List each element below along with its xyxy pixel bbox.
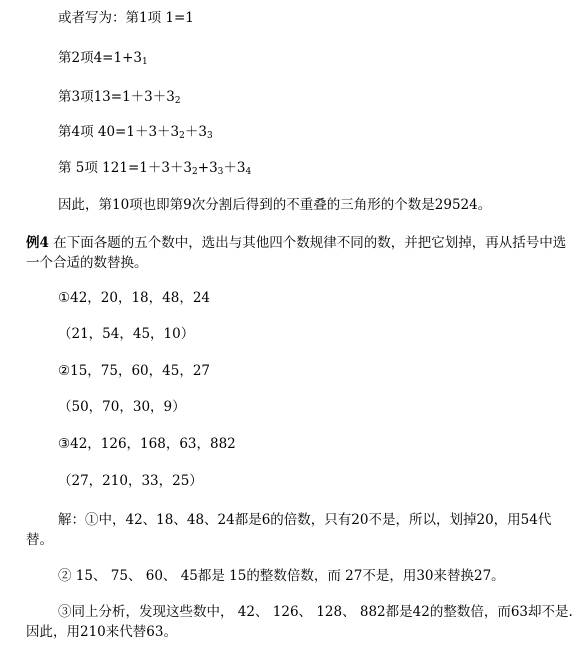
question-1: ①42，20，18，48，24 — [58, 290, 210, 306]
term-5-mid-a: +3 — [197, 160, 218, 176]
term-4-sub-b: 3 — [206, 131, 213, 141]
term-4-mid: ＋3 — [184, 124, 207, 140]
term-2-text: 第2项4=1+3 — [58, 50, 142, 66]
line-conclusion: 因此，第10项也即第9次分割后得到的不重叠的三角形的个数是29524。 — [58, 197, 492, 213]
solution-3: ③同上分析，发现这些数中， 42、 126、 128、 882都是42的整数倍，而63却不是.因此，用210来代替63。 — [26, 604, 573, 640]
line-term-5 — [58, 159, 251, 181]
question-2-options: （50，70，30，9） — [58, 399, 186, 415]
solution-2: ② 15、 75、 60、 45都是 15的整数倍数，而 27不是，用30来替换27。 — [58, 568, 505, 584]
question-3: ③42，126，168，63，882 — [58, 436, 236, 452]
question-3-options: （27，210，33，25） — [58, 473, 203, 489]
term-3-text: 第3项13=1＋3＋3 — [58, 89, 175, 105]
question-2: ②15，75，60，45，27 — [58, 363, 210, 379]
solution-1: 解：①中，42、18、48、24都是6的倍数，只有20不是，所以，划掉20，用54代替。 — [26, 512, 552, 548]
term-5-sub-c: 4 — [245, 167, 252, 177]
line-term-2 — [58, 49, 148, 71]
example-4-prompt — [26, 233, 574, 273]
term-5-sub-a: 2 — [192, 167, 198, 177]
term-3-sub: 2 — [174, 96, 181, 106]
term-5-text: 第 5项 121=1＋3＋3 — [58, 160, 193, 176]
term-2-sub: 1 — [141, 57, 148, 67]
line-term-3 — [58, 88, 181, 110]
term-5-mid-b: ＋3 — [223, 160, 246, 176]
term-4-text: 第4项 40=1＋3＋3 — [58, 124, 180, 140]
line-term-4 — [58, 123, 213, 145]
example-label: 例4 — [26, 235, 49, 251]
term-5-sub-b: 3 — [217, 167, 224, 177]
line-term-1: 或者写为：第1项 1=1 — [58, 10, 194, 26]
question-1-options: （21，54，45，10） — [58, 326, 195, 342]
term-4-sub-a: 2 — [179, 131, 185, 141]
example-text: 在下面各题的五个数中，选出与其他四个数规律不同的数，并把它划掉，再从括号中选一个合适的数替换。 — [26, 235, 567, 271]
